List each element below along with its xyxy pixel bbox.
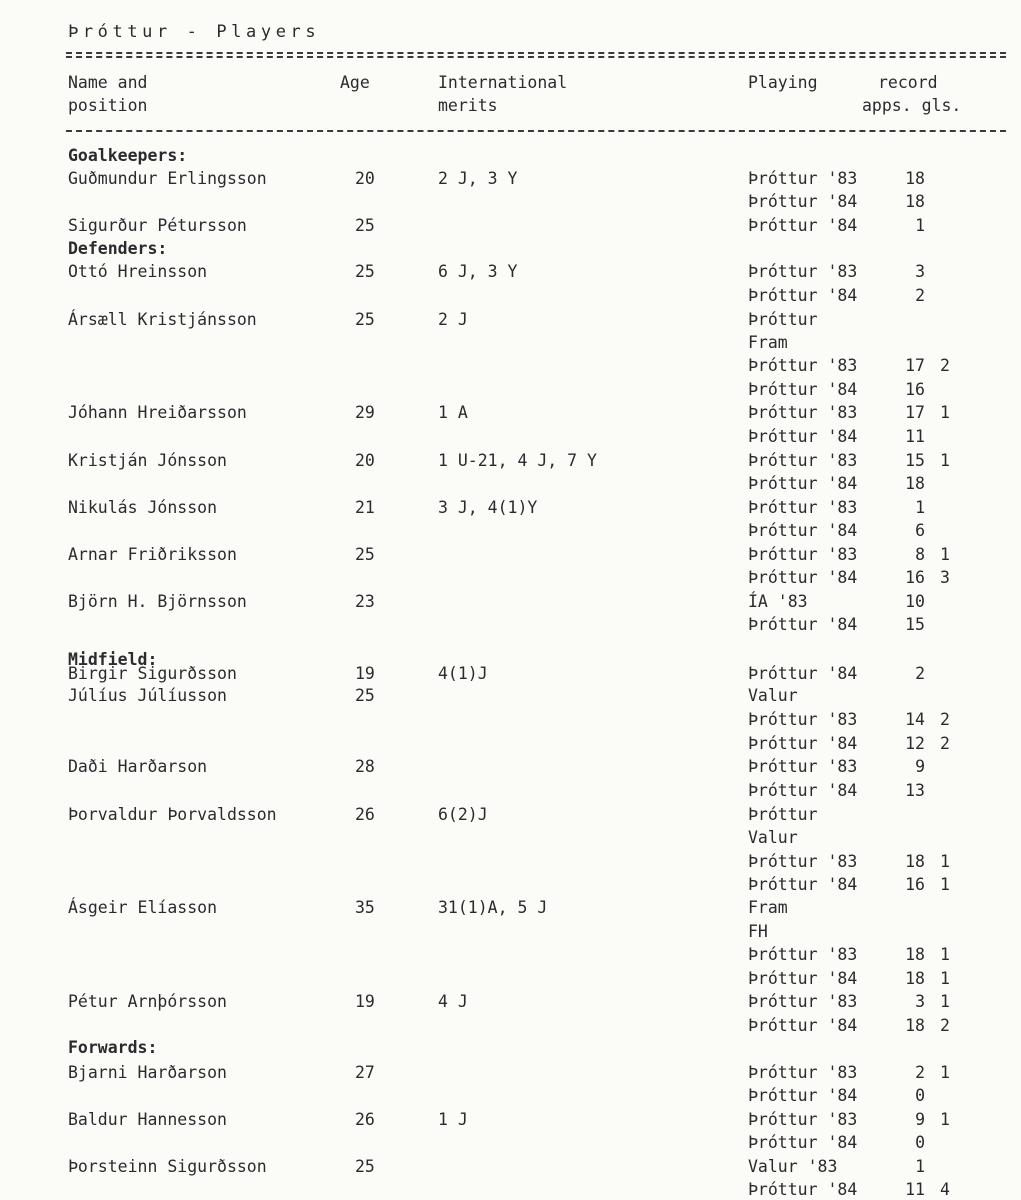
record-apps: 11 xyxy=(905,427,925,446)
record-club: Þróttur '83 xyxy=(748,852,858,871)
record-club: Þróttur '84 xyxy=(748,521,858,540)
record-apps: 15 xyxy=(905,615,925,634)
record-club: Þróttur '83 xyxy=(748,451,858,470)
record-apps: 17 xyxy=(905,356,925,375)
player-age: 19 xyxy=(355,992,375,1011)
record-club: Þróttur '84 xyxy=(748,286,858,305)
record-goals: 3 xyxy=(940,568,950,587)
record-goals: 2 xyxy=(940,734,950,753)
player-name: Björn H. Björnsson xyxy=(68,592,247,611)
record-club: Þróttur '84 xyxy=(748,615,858,634)
record-club: Þróttur '83 xyxy=(748,169,858,188)
record-club: Þróttur '84 xyxy=(748,1086,858,1105)
player-merits: 2 J, 3 Y xyxy=(438,169,518,188)
section-label: Goalkeepers: xyxy=(68,146,188,165)
header-record: record xyxy=(878,73,938,92)
record-club: Þróttur xyxy=(748,310,818,329)
record-club: Þróttur '84 xyxy=(748,1180,858,1199)
record-club: Valur xyxy=(748,828,798,847)
player-age: 21 xyxy=(355,498,375,517)
player-merits: 1 J xyxy=(438,1110,468,1129)
record-apps: 2 xyxy=(915,286,925,305)
record-apps: 16 xyxy=(905,875,925,894)
header-age: Age xyxy=(340,73,370,92)
double-rule-divider xyxy=(66,52,1006,58)
record-apps: 1 xyxy=(915,498,925,517)
record-goals: 1 xyxy=(940,1063,950,1082)
record-club: Þróttur '84 xyxy=(748,1016,858,1035)
record-apps: 0 xyxy=(915,1086,925,1105)
player-age: 20 xyxy=(355,451,375,470)
player-age: 26 xyxy=(355,1110,375,1129)
section-label: Midfield: xyxy=(68,650,158,669)
record-apps: 12 xyxy=(905,734,925,753)
record-goals: 1 xyxy=(940,875,950,894)
player-name: Arnar Friðriksson xyxy=(68,545,237,564)
player-name: Kristján Jónsson xyxy=(68,451,227,470)
player-age: 25 xyxy=(355,310,375,329)
record-apps: 18 xyxy=(905,1016,925,1035)
page-title: Þróttur - Players xyxy=(68,22,321,42)
single-rule-divider xyxy=(66,130,1006,132)
player-name: Birgir Sigurðsson xyxy=(68,664,237,683)
player-merits: 2 J xyxy=(438,310,468,329)
record-apps: 18 xyxy=(905,969,925,988)
player-age: 28 xyxy=(355,757,375,776)
player-age: 25 xyxy=(355,545,375,564)
record-apps: 8 xyxy=(915,545,925,564)
record-apps: 18 xyxy=(905,169,925,188)
record-club: Þróttur '83 xyxy=(748,1110,858,1129)
player-age: 20 xyxy=(355,169,375,188)
record-apps: 18 xyxy=(905,852,925,871)
record-apps: 9 xyxy=(915,757,925,776)
record-club: Þróttur '83 xyxy=(748,545,858,564)
record-apps: 10 xyxy=(905,592,925,611)
record-club: FH xyxy=(748,922,768,941)
header-name xyxy=(68,71,147,117)
record-apps: 17 xyxy=(905,403,925,422)
record-apps: 1 xyxy=(915,1157,925,1176)
player-name: Daði Harðarson xyxy=(68,757,208,776)
header-apps-gls: apps. gls. xyxy=(862,96,962,115)
record-apps: 18 xyxy=(905,474,925,493)
record-club: Þróttur '84 xyxy=(748,1133,858,1152)
player-merits: 3 J, 4(1)Y xyxy=(438,498,538,517)
section-label: Forwards: xyxy=(68,1038,158,1057)
player-merits: 31(1)A, 5 J xyxy=(438,898,548,917)
header-merits-line2: merits xyxy=(438,96,498,115)
player-name: Sigurður Pétursson xyxy=(68,216,247,235)
record-goals: 1 xyxy=(940,545,950,564)
player-name: Ottó Hreinsson xyxy=(68,262,208,281)
player-name: Þorvaldur Þorvaldsson xyxy=(68,805,277,824)
player-merits: 4 J xyxy=(438,992,468,1011)
record-goals: 4 xyxy=(940,1180,950,1199)
player-age: 19 xyxy=(355,664,375,683)
player-age: 27 xyxy=(355,1063,375,1082)
record-apps: 16 xyxy=(905,568,925,587)
record-club: Þróttur '84 xyxy=(748,380,858,399)
record-goals: 1 xyxy=(940,403,950,422)
record-goals: 2 xyxy=(940,1016,950,1035)
record-club: Þróttur '83 xyxy=(748,356,858,375)
record-club: Þróttur '83 xyxy=(748,1063,858,1082)
record-apps: 13 xyxy=(905,781,925,800)
record-goals: 1 xyxy=(940,969,950,988)
player-age: 25 xyxy=(355,686,375,705)
header-merits-line1: International xyxy=(438,73,568,92)
player-name: Baldur Hannesson xyxy=(68,1110,227,1129)
record-club: Þróttur '84 xyxy=(748,427,858,446)
player-name: Júlíus Júlíusson xyxy=(68,686,227,705)
record-apps: 3 xyxy=(915,992,925,1011)
record-apps: 18 xyxy=(905,945,925,964)
record-apps: 14 xyxy=(905,710,925,729)
record-club: Þróttur '84 xyxy=(748,192,858,211)
player-name: Nikulás Jónsson xyxy=(68,498,218,517)
player-merits: 1 A xyxy=(438,403,468,422)
player-merits: 6 J, 3 Y xyxy=(438,262,518,281)
record-apps: 18 xyxy=(905,192,925,211)
record-apps: 9 xyxy=(915,1110,925,1129)
record-apps: 3 xyxy=(915,262,925,281)
player-merits: 6(2)J xyxy=(438,805,488,824)
record-club: Þróttur '84 xyxy=(748,734,858,753)
player-age: 25 xyxy=(355,262,375,281)
record-club: Þróttur '83 xyxy=(748,945,858,964)
player-age: 29 xyxy=(355,403,375,422)
record-club: Valur '83 xyxy=(748,1157,838,1176)
record-club: ÍA '83 xyxy=(748,592,808,611)
record-goals: 1 xyxy=(940,451,950,470)
record-apps: 6 xyxy=(915,521,925,540)
header-name-line1: Name and xyxy=(68,73,148,92)
record-club: Þróttur '84 xyxy=(748,781,858,800)
player-name: Þorsteinn Sigurðsson xyxy=(68,1157,267,1176)
record-apps: 1 xyxy=(915,216,925,235)
player-age: 25 xyxy=(355,1157,375,1176)
record-apps: 2 xyxy=(915,1063,925,1082)
player-age: 26 xyxy=(355,805,375,824)
record-club: Fram xyxy=(748,333,788,352)
section-label: Defenders: xyxy=(68,239,168,258)
player-merits: 4(1)J xyxy=(438,664,488,683)
player-name: Guðmundur Erlingsson xyxy=(68,169,267,188)
player-name: Ársæll Kristjánsson xyxy=(68,310,257,329)
record-club: Þróttur '83 xyxy=(748,757,858,776)
record-club: Þróttur '83 xyxy=(748,403,858,422)
record-goals: 2 xyxy=(940,710,950,729)
record-apps: 11 xyxy=(905,1180,925,1199)
record-club: Þróttur '84 xyxy=(748,216,858,235)
record-goals: 1 xyxy=(940,852,950,871)
player-merits: 1 U-21, 4 J, 7 Y xyxy=(438,451,597,470)
player-age: 23 xyxy=(355,592,375,611)
player-age: 25 xyxy=(355,216,375,235)
record-goals: 1 xyxy=(940,992,950,1011)
player-age: 35 xyxy=(355,898,375,917)
record-apps: 16 xyxy=(905,380,925,399)
record-club: Þróttur '83 xyxy=(748,992,858,1011)
header-playing: Playing xyxy=(748,73,818,92)
record-goals: 1 xyxy=(940,1110,950,1129)
record-goals: 2 xyxy=(940,356,950,375)
record-goals: 1 xyxy=(940,945,950,964)
record-club: Þróttur '83 xyxy=(748,710,858,729)
player-name: Pétur Arnþórsson xyxy=(68,992,227,1011)
player-name: Bjarni Harðarson xyxy=(68,1063,227,1082)
record-club: Þróttur '84 xyxy=(748,969,858,988)
header-name-line2: position xyxy=(68,96,148,115)
record-club: Þróttur xyxy=(748,805,818,824)
record-club: Valur xyxy=(748,686,798,705)
record-club: Þróttur '84 xyxy=(748,875,858,894)
record-club: Þróttur '83 xyxy=(748,498,858,517)
record-apps: 0 xyxy=(915,1133,925,1152)
player-name: Jóhann Hreiðarsson xyxy=(68,403,247,422)
record-club: Þróttur '84 xyxy=(748,474,858,493)
record-club: Fram xyxy=(748,898,788,917)
record-apps: 2 xyxy=(915,664,925,683)
record-club: Þróttur '83 xyxy=(748,262,858,281)
record-club: Þróttur '84 xyxy=(748,568,858,587)
record-apps: 15 xyxy=(905,451,925,470)
record-club: Þróttur '84 xyxy=(748,664,858,683)
header-merits xyxy=(438,71,567,117)
player-name: Ásgeir Elíasson xyxy=(68,898,218,917)
